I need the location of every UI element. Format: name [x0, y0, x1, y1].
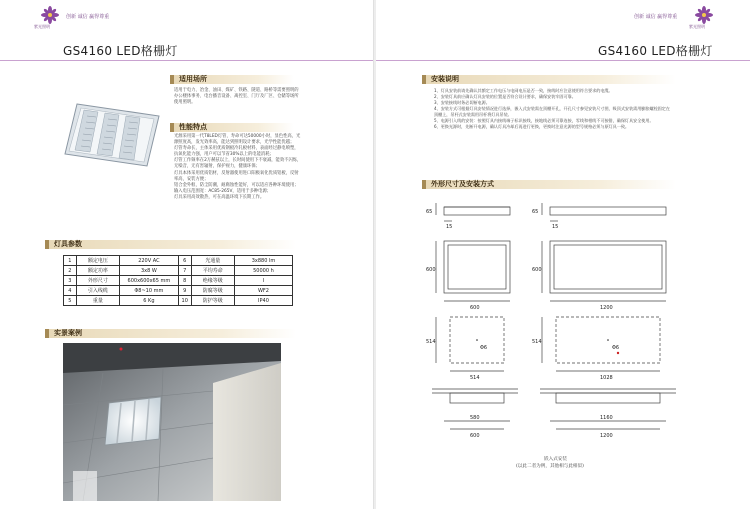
table-row: [64, 286, 293, 296]
dim-phi6: Φ6: [612, 345, 620, 351]
table-cell: 8: [178, 276, 191, 286]
table-cell: 600x600x65 mm: [119, 276, 178, 286]
side-view-600: [444, 207, 510, 215]
section-cases-label: 实景案例: [54, 329, 82, 337]
table-cell: I: [234, 276, 292, 286]
table-cell: 重量: [76, 296, 119, 306]
dim-514: 514: [426, 339, 436, 345]
dim-15: 15: [552, 224, 559, 230]
table-cell: 4: [64, 286, 77, 296]
section-install: [422, 75, 676, 84]
dim-1200: 1200: [600, 305, 613, 311]
dim-600: 600: [470, 305, 480, 311]
table-cell: 220V AC: [119, 256, 178, 266]
feature-item: 灯具采用高效散热，可在高温环境下长期工作。: [174, 194, 265, 200]
params-table: [63, 255, 293, 306]
table-cell: WF2: [234, 286, 292, 296]
dim-580: 580: [470, 415, 480, 421]
diagram-caption: 嵌入式安装: [544, 457, 567, 462]
section-applications: [170, 75, 294, 84]
section-dims: [422, 180, 676, 189]
table-cell: 9: [178, 286, 191, 296]
feature-item: 灯管寿命长，主体采用优质钢板冷轧板材料，表面经过静电喷塑，抗氧化能力强，用户可以节省30%以上的电能消耗；: [174, 146, 299, 158]
install-steps: [434, 88, 670, 130]
section-cases: [45, 329, 296, 338]
table-row: [64, 296, 293, 306]
installation-photo: [63, 343, 281, 501]
section-applications-label: 适用场所: [179, 75, 207, 83]
table-cell: 外形尺寸: [76, 276, 119, 286]
table-cell: 平均寿命: [191, 266, 234, 276]
table-cell: 10: [178, 296, 191, 306]
side-view-1200: [550, 207, 666, 215]
install-step: 3、安装接线时务必切断电源。: [434, 100, 490, 105]
install-step: 1、灯具安装前请先确认其额定工作电压与电网电压是否一致，接线时应注意使用符合要求的电缆。: [434, 88, 613, 93]
logo: [40, 5, 60, 25]
table-cell: 额定电压: [76, 256, 119, 266]
table-cell: 50000 h: [234, 266, 292, 276]
top-view-1200: [550, 241, 666, 293]
feature-item: 灯具本体采用优质铝材，反射器使用进口阳极氧化优质铝板，反射率高，安装方便；: [174, 170, 299, 182]
flower-logo-icon: [40, 5, 60, 25]
dim-514: 514: [470, 375, 480, 381]
table-cell: 光通量: [191, 256, 234, 266]
top-view-600: [444, 241, 510, 293]
section-params-label: 灯具参数: [54, 240, 82, 248]
dim-600: 600: [470, 433, 480, 439]
table-cell: Φ8~10 mm: [119, 286, 178, 296]
table-row: [64, 276, 293, 286]
table-cell: 2: [64, 266, 77, 276]
table-cell: 绝缘等级: [191, 276, 234, 286]
install-step: 4、安装方式可根据灯具安装情况进行选择，嵌入式安装需在顶棚开孔，开孔尺寸参见安装尺寸图，吸顶式安装需用膨胀螺栓固定在顶棚上，吊杆式安装需用吊杆将灯具吊装。: [434, 106, 670, 117]
right-page: [376, 0, 750, 509]
dim-1160: 1160: [600, 415, 613, 421]
dim-600: 600: [532, 267, 542, 273]
flower-logo-icon: [694, 5, 714, 25]
table-cell: 1: [64, 256, 77, 266]
dim-1200: 1200: [600, 433, 613, 439]
features-list: [174, 134, 302, 201]
table-cell: 额定功率: [76, 266, 119, 276]
dim-514: 514: [532, 339, 542, 345]
table-cell: 5: [64, 296, 77, 306]
section-features-label: 性能特点: [179, 123, 207, 131]
slogan: 创新 诚信 赢得尊重: [634, 14, 678, 20]
applications-text: 适用于电力、冶金、油田、煤矿、铁路、隧道、路桥等需要照明的办公楼体事务、电台播音设备、离控室、门厅及厂区、仓储等场所使用照明。: [174, 88, 299, 106]
table-cell: 引入线缆: [76, 286, 119, 296]
table-cell: 3x8 W: [119, 266, 178, 276]
dim-65: 65: [426, 209, 433, 215]
diagram-caption-note: (以此二者为例，其他相与此相似): [516, 464, 584, 469]
section-dims-label: 外形尺寸及安装方式: [431, 180, 494, 188]
install-step: 5、电源引入线的安装：按照灯具内接线端子标识接线，接地线必须可靠连接，零线和相线不可接错，确保灯具安全使用。: [434, 118, 654, 123]
table-row: [64, 256, 293, 266]
title-rule: [0, 60, 374, 61]
section-features: [170, 123, 294, 132]
dim-600: 600: [426, 267, 436, 273]
feature-item: 灯管工作频率在2万赫兹以上，长时间使用下不衰减，能效不闪烁，无噪音，无有害辐射，保护视力，健康环保；: [174, 158, 302, 170]
left-page: [0, 0, 374, 509]
table-cell: 3x880 lm: [234, 256, 292, 266]
title-rule: [376, 60, 750, 61]
logo: [694, 5, 714, 25]
table-row: [64, 266, 293, 276]
dim-phi6: Φ6: [480, 345, 488, 351]
table-cell: IP40: [234, 296, 292, 306]
feature-item: 光源采用第一代T8LED灯管，寿命可达50000小时，显色性高，光源照度高，发光效率高，能达到照明设计要求，光学性能优越；: [174, 134, 301, 146]
page-title: GS4160 LED格栅灯: [63, 44, 178, 58]
logo-text: 紫光照明: [34, 24, 50, 29]
table-cell: 3: [64, 276, 77, 286]
table-cell: 7: [178, 266, 191, 276]
install-step: 6、更换光源时，先断开电源，确认灯具冷却后再进行更换，更换时注意光源的型号规格必须与原灯具一致。: [434, 124, 630, 129]
section-params: [45, 240, 296, 249]
table-cell: 防护等级: [191, 296, 234, 306]
page-title: GS4160 LED格栅灯: [598, 44, 713, 58]
feature-item: 铝合金外框，防尘防潮，耐腐蚀性能好，可以适应各种环境使用；: [174, 182, 299, 188]
install-step: 2、安装灯具前应确认灯具安装的位置是否符合设计要求，确保安装牢固可靠。: [434, 94, 576, 99]
slogan: 创新 诚信 赢得尊重: [66, 14, 110, 20]
product-image: [63, 96, 161, 171]
feature-item: 输入电压范围宽：AC85-265V，适用于多种电源；: [174, 188, 272, 194]
section-install-label: 安装说明: [431, 75, 459, 83]
logo-text: 紫光照明: [689, 24, 705, 29]
table-cell: 6 Kg: [119, 296, 178, 306]
dim-1028: 1028: [600, 375, 613, 381]
dim-65: 65: [532, 209, 539, 215]
table-cell: 防腐等级: [191, 286, 234, 296]
table-cell: 6: [178, 256, 191, 266]
dim-15: 15: [446, 224, 453, 230]
dimension-drawings: [422, 193, 692, 473]
